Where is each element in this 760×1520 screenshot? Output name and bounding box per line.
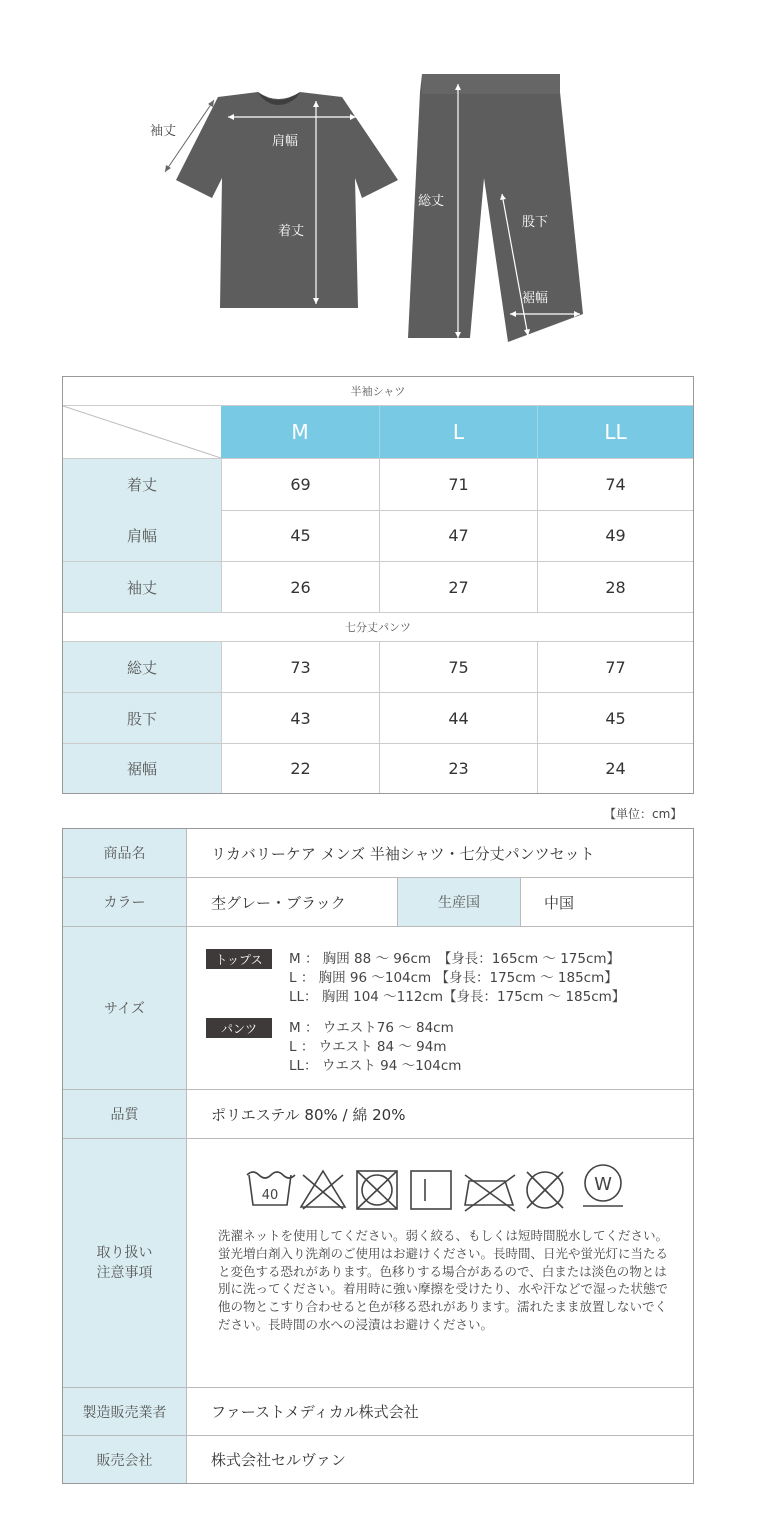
row-label: 裾幅: [63, 744, 221, 793]
table-row: [63, 458, 693, 511]
material-row: [63, 1090, 693, 1139]
origin-label: 生産国: [397, 878, 521, 926]
table-row: [63, 510, 693, 562]
no-iron-icon: [465, 1175, 515, 1211]
table-row: [63, 642, 693, 693]
product-info-table: [62, 828, 694, 1484]
cell: 43: [221, 693, 379, 743]
row-label: 肩幅: [63, 510, 221, 561]
cell: 22: [221, 744, 379, 793]
pants-tag: パンツ: [206, 1018, 272, 1038]
wet-clean-text: W: [594, 1174, 612, 1195]
cell: 69: [221, 459, 379, 510]
no-dry-clean-icon: [527, 1172, 563, 1208]
cell: 27: [379, 562, 537, 612]
cell: 74: [537, 459, 693, 510]
color-value: 杢グレー・ブラック: [211, 893, 346, 912]
no-tumble-dry-icon: [357, 1171, 397, 1209]
size-label: サイズ: [63, 927, 187, 1089]
size-header-ll: LL: [537, 406, 693, 458]
cell: 75: [379, 642, 537, 692]
manufacturer-row: [63, 1388, 693, 1436]
size-header-row: [63, 406, 693, 458]
garment-illustration: [0, 0, 760, 360]
cell: 23: [379, 744, 537, 793]
cell: 24: [537, 744, 693, 793]
tops-size-l: L ： 胸囲 96 ～104cm 【身長：175cm ～ 185cm】: [289, 970, 618, 986]
color-row: [63, 878, 693, 927]
material-value: ポリエステル 80% / 綿 20%: [211, 1105, 406, 1124]
shirt-section-header: [63, 377, 693, 406]
table-row: [63, 562, 693, 613]
cell: 44: [379, 693, 537, 743]
cell: 73: [221, 642, 379, 692]
pants-size-m: M ： ウエスト76 ～ 84cm: [289, 1020, 454, 1036]
size-header-l: L: [379, 406, 537, 458]
wash-temp-text: 40: [261, 1188, 279, 1203]
tops-size-m: M ： 胸囲 88 ～ 96cm 【身長：165cm ～ 175cm】: [289, 951, 621, 967]
hem-width-label: 裾幅: [522, 291, 549, 306]
row-label: 総丈: [63, 642, 221, 692]
cell: 47: [379, 510, 537, 561]
line-dry-icon: [411, 1171, 451, 1209]
pants-section-title: 七分丈パンツ: [345, 621, 411, 634]
seller-row: [63, 1436, 693, 1483]
wet-clean-icon: [583, 1165, 623, 1206]
size-header-m: M: [221, 406, 379, 458]
inseam-label: 股下: [522, 215, 549, 230]
total-length-label: 総丈: [418, 194, 445, 209]
table-row: [63, 693, 693, 744]
corner-diagonal: [63, 406, 221, 458]
shirt-section-title: 半袖シャツ: [350, 385, 406, 398]
shoulder-width-label: 肩幅: [272, 134, 299, 149]
tshirt-image: [150, 80, 410, 320]
tops-size-ll: LL： 胸囲 104 ～112cm【身長：175cm ～ 185cm】: [289, 989, 626, 1005]
cell: 71: [379, 459, 537, 510]
cell: 26: [221, 562, 379, 612]
unit-note: 【単位：cm】: [604, 807, 683, 821]
cell: 45: [221, 510, 379, 561]
color-label: カラー: [63, 878, 187, 926]
care-instructions: 洗濯ネットを使用してください。弱く絞る、もしくは短時間脱水してください。蛍光増白剤入り洗剤のご使用はお避けください。長時間、日光や蛍光灯に当たると変色する恐れがあります。色移りする場合があるので、白または淡色の物とは別に洗ってください。着用時に強い摩擦を受けたり、水や汗などで湿った状態で他の物とこすり合わせると色が移る恐れがあります。濡れたまま放置しないでください。長時間の水への浸漬はお避けください。: [218, 1228, 669, 1332]
row-label: 着丈: [63, 459, 221, 510]
manufacturer-label: 製造販売業者: [63, 1388, 187, 1435]
origin-value: 中国: [544, 893, 575, 912]
row-label: 股下: [63, 693, 221, 743]
seller-label: 販売会社: [63, 1436, 187, 1483]
pants-size-l: L ： ウエスト 84 ～ 94m: [289, 1039, 447, 1055]
cell: 28: [537, 562, 693, 612]
product-name-value: リカバリーケア メンズ 半袖シャツ・七分丈パンツセット: [211, 844, 595, 863]
product-name-row: [63, 829, 693, 878]
size-row: [63, 927, 693, 1090]
table-row: [63, 744, 693, 793]
row-label: 袖丈: [63, 562, 221, 612]
tops-tag: トップス: [206, 949, 272, 969]
seller-value: 株式会社セルヴァン: [211, 1451, 346, 1469]
pants-section-header: [63, 613, 693, 642]
cell: 77: [537, 642, 693, 692]
manufacturer-value: ファーストメディカル株式会社: [211, 1403, 419, 1421]
wash-40-icon: [247, 1172, 295, 1205]
cell: 45: [537, 693, 693, 743]
care-icons: [243, 1153, 643, 1215]
shirt-length-label: 着丈: [278, 224, 305, 239]
care-label: 取り扱い 注意事項: [63, 1139, 187, 1387]
product-name-label: 商品名: [63, 829, 187, 877]
care-row: [63, 1139, 693, 1388]
no-bleach-icon: [301, 1171, 345, 1209]
sleeve-length-label: 袖丈: [150, 124, 177, 139]
pants-size-ll: LL： ウエスト 94 ～104cm: [289, 1058, 462, 1074]
cell: 49: [537, 510, 693, 561]
material-label: 品質: [63, 1090, 187, 1138]
size-table: [62, 376, 694, 794]
